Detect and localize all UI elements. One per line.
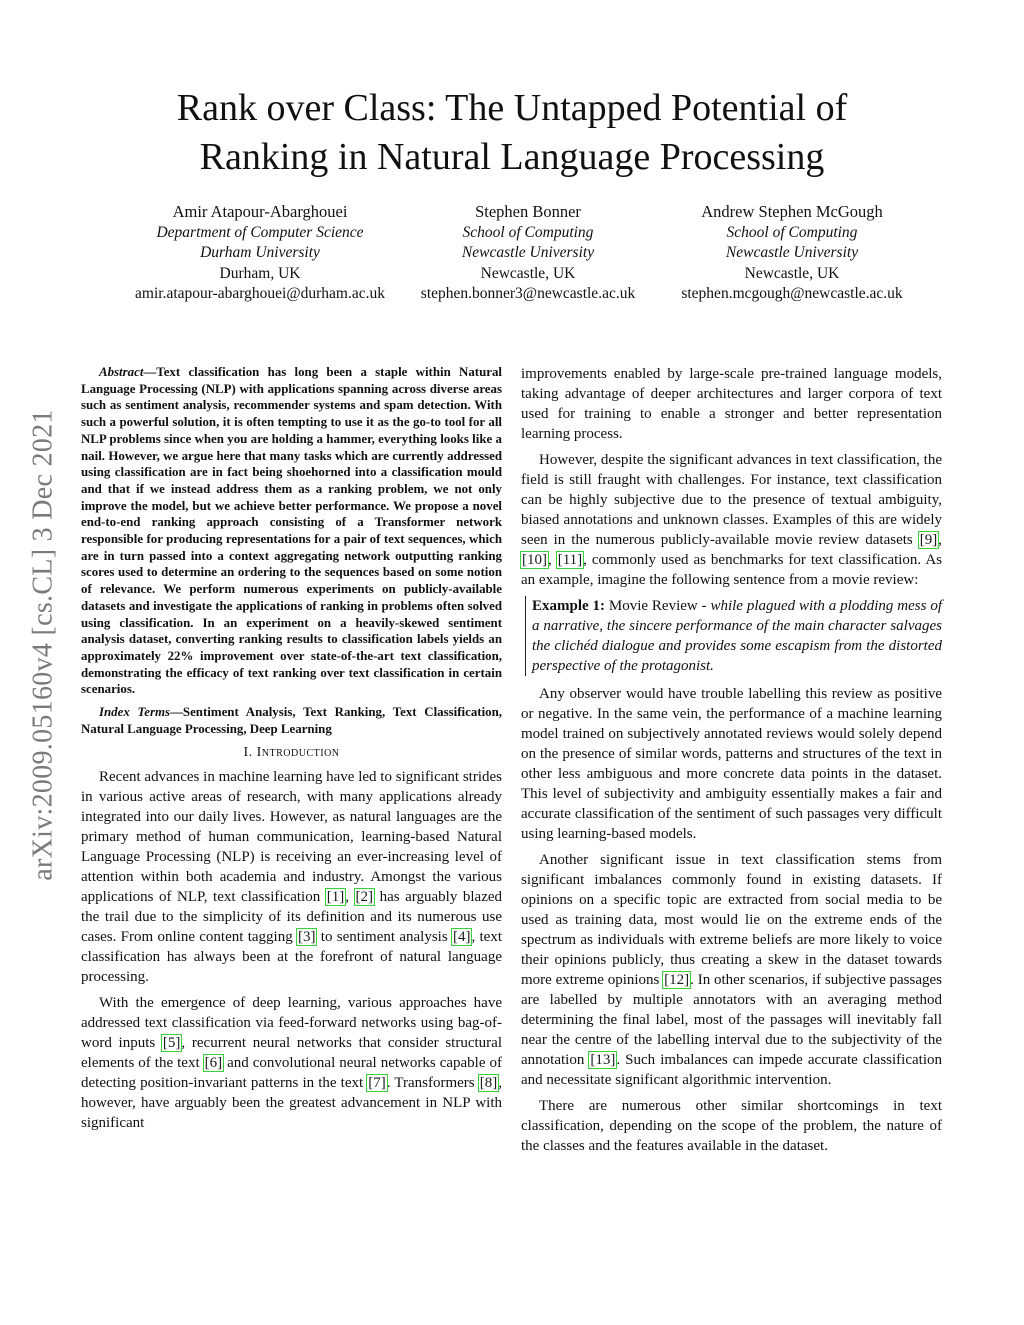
- example-quote: while plagued with a plodding mess of a narrative, the sincere performance of the main character salvages the clichéd dialogue and provides some escapism from the distorted perspective of the protagonist.: [532, 598, 942, 674]
- abstract-label: Abstract: [99, 365, 144, 379]
- index-terms-label: Index Terms: [99, 705, 171, 720]
- text-run: ,: [345, 889, 355, 906]
- left-column: [81, 364, 502, 1139]
- citation-link[interactable]: [7]: [368, 1075, 386, 1092]
- author-name: Amir Atapour-Abarghouei: [172, 202, 348, 221]
- author-location: Newcastle, UK: [480, 264, 576, 282]
- section-heading: I. Introduction: [243, 745, 340, 761]
- text-run: ,: [938, 532, 942, 548]
- author-3: [622, 202, 962, 305]
- author-university: Newcastle University: [725, 244, 859, 261]
- text-run: Another significant issue in text classification stems from significant imbalances commonly found in existing datasets. If opinions on a specific topic are extracted from social media to be used as training data, most would lie on the extreme ends of the spectrum as individuals with extreme beliefs are more likely to voice their opinions publicly, thus creating a skew in the dataset towards more extreme opinions: [521, 852, 942, 988]
- text-run: to sentiment analysis: [316, 929, 452, 946]
- author-name: Andrew Stephen McGough: [701, 202, 883, 221]
- text-run: ,: [548, 552, 557, 568]
- text-run: Recent advances in machine learning have led to significant strides in various active areas of research, with many applications already integrated into our daily lives. However, as natural languages are the primary method of human communication, learning-based Natural Language Processing (NLP) is receiving an ever-increasing level of attention within both academia and industry. Amongst the various applications of NLP, text classification: [81, 769, 502, 906]
- index-terms-text: —Sentiment Analysis, Text Ranking, Text Classification, Natural Language Processing, Deep Learning: [81, 705, 502, 736]
- intro-paragraph-7: There are numerous other similar shortcomings in text classification, depending on the scope of the problem, the nature of the classes and the features available in the dataset.: [521, 1098, 942, 1154]
- author-block: [90, 202, 934, 312]
- author-email[interactable]: amir.atapour-abarghouei@durham.ac.uk: [135, 285, 385, 302]
- intro-paragraph-3: improvements enabled by large-scale pre-trained language models, taking advantage of deeper architectures and larger corpora of text used for training to enable a stronger and better representation learning process.: [521, 366, 942, 442]
- citation-link[interactable]: [3]: [297, 929, 316, 946]
- intro-paragraph-4: [521, 450, 942, 590]
- citation-link[interactable]: [13]: [590, 1052, 616, 1068]
- index-terms: [81, 704, 502, 737]
- citation-link[interactable]: [8]: [479, 1075, 498, 1092]
- text-run: , text classification has always been at the forefront of natural language processing.: [81, 929, 502, 986]
- title-line-2: Ranking in Natural Language Processing: [199, 136, 825, 178]
- intro-paragraph-5: Any observer would have trouble labelling this review as positive or negative. In the same vein, the performance of a machine learning model trained on subjectively annotated reviews would solely depend on the presence of similar words, patterns and structures of the text in other less ambiguous and more concrete data points in the dataset. This level of subjectivity and ambiguity essentially makes a fair and accurate classification of the sentiment of such passages very difficult using learning-based models.: [521, 686, 942, 842]
- text-run: , commonly used as benchmarks for text classification. As an example, imagine the following sentence from a movie review:: [521, 552, 942, 588]
- paper-title: [80, 84, 944, 182]
- text-run: . Such imbalances can impede accurate classification and necessitate significant algorithmic intervention.: [521, 1052, 942, 1088]
- text-run: However, despite the significant advances in text classification, the field is still fraught with challenges. For instance, text classification can be highly subjective due to the presence of textual ambiguity, biased annotations and unknown classes. Examples of this are widely seen in the numerous publicly-available movie review datasets: [521, 452, 942, 548]
- author-university: Durham University: [200, 244, 320, 261]
- title-line-1: Rank over Class: The Untapped Potential of: [176, 87, 848, 129]
- intro-paragraph-6: [521, 850, 942, 1090]
- author-department: School of Computing: [726, 223, 858, 241]
- author-email[interactable]: stephen.mcgough@newcastle.ac.uk: [681, 285, 903, 302]
- abstract-text: —Text classification has long been a staple within Natural Language Processing (NLP) with applications spanning across diverse areas such as sentiment analysis, recommender systems and spam detection. With such a powerful solution, it is often tempting to use it as the go-to tool for all NLP problems since when you are holding a hammer, everything looks like a nail. However, we argue here that many tasks which are currently addressed using classification are in fact being shoehorned into a classification mould and that if we instead address them as a ranking problem, we not only improve the model, but we achieve better performance. We propose a novel end-to-end ranking approach consisting of a Transformer network responsible for producing representations for a pair of text sequences, which are in turn passed into a context aggregating network outputting ranking scores used to determine an ordering to the sequences based on some notion of relevance. We perform numerous experiments on publicly-available datasets and investigate the applications of ranking in problems often solved using classification. In an experiment on a heavily-skewed sentiment analysis dataset, converting ranking results to classification labels yields an approximately 22% improvement over state-of-the-art text classification, demonstrating the efficacy of text ranking over text classification in certain scenarios.: [81, 365, 502, 697]
- text-run: . Transformers: [386, 1075, 479, 1092]
- citation-link[interactable]: [5]: [162, 1035, 181, 1052]
- author-location: Durham, UK: [219, 264, 301, 282]
- abstract: [81, 364, 502, 698]
- citation-link[interactable]: [12]: [664, 972, 690, 988]
- text-run: , however, have arguably been the greatest advancement in NLP with significant: [81, 1075, 502, 1132]
- right-column: [521, 364, 942, 1162]
- citation-link[interactable]: [10]: [522, 552, 547, 568]
- arxiv-identifier-text: arXiv:2009.05160v4 [cs.CL] 3 Dec 2021: [28, 409, 59, 881]
- example-label: Example 1:: [532, 598, 606, 614]
- citation-link[interactable]: [9]: [919, 532, 938, 548]
- arxiv-identifier: [24, 365, 64, 925]
- citation-link[interactable]: [4]: [452, 929, 471, 946]
- author-department: School of Computing: [462, 223, 594, 241]
- text-run: has arguably blazed the trail due to the simplicity of its definition and its numerous use cases. From online content tagging: [81, 889, 503, 946]
- citation-link[interactable]: [2]: [355, 889, 374, 906]
- author-university: Newcastle University: [461, 244, 595, 261]
- example-box: [525, 596, 942, 676]
- author-name: Stephen Bonner: [475, 202, 581, 221]
- example-prefix: Movie Review -: [605, 598, 711, 614]
- text-run: , recurrent neural networks that consider structural elements of the text: [81, 1035, 502, 1072]
- author-department: Department of Computer Science: [156, 223, 364, 241]
- text-run: and convolutional neural networks capable of detecting position-invariant patterns in the text: [81, 1055, 502, 1092]
- citation-link[interactable]: [1]: [326, 889, 345, 906]
- intro-paragraph-1: [81, 767, 502, 987]
- text-run: With the emergence of deep learning, various approaches have addressed text classification via feed-forward networks using bag-of-word inputs: [81, 995, 502, 1052]
- citation-link[interactable]: [11]: [557, 552, 583, 568]
- intro-paragraph-2: [81, 993, 502, 1133]
- author-email[interactable]: stephen.bonner3@newcastle.ac.uk: [420, 285, 636, 302]
- author-location: Newcastle, UK: [744, 264, 840, 282]
- text-run: . In other scenarios, if subjective passages are labelled by multiple annotators with an averaging method determining the final label, most of the passages will inevitably fall near the centre of the labelling interval due to the subjectivity of the annotation: [521, 972, 942, 1068]
- citation-link[interactable]: [6]: [204, 1055, 223, 1072]
